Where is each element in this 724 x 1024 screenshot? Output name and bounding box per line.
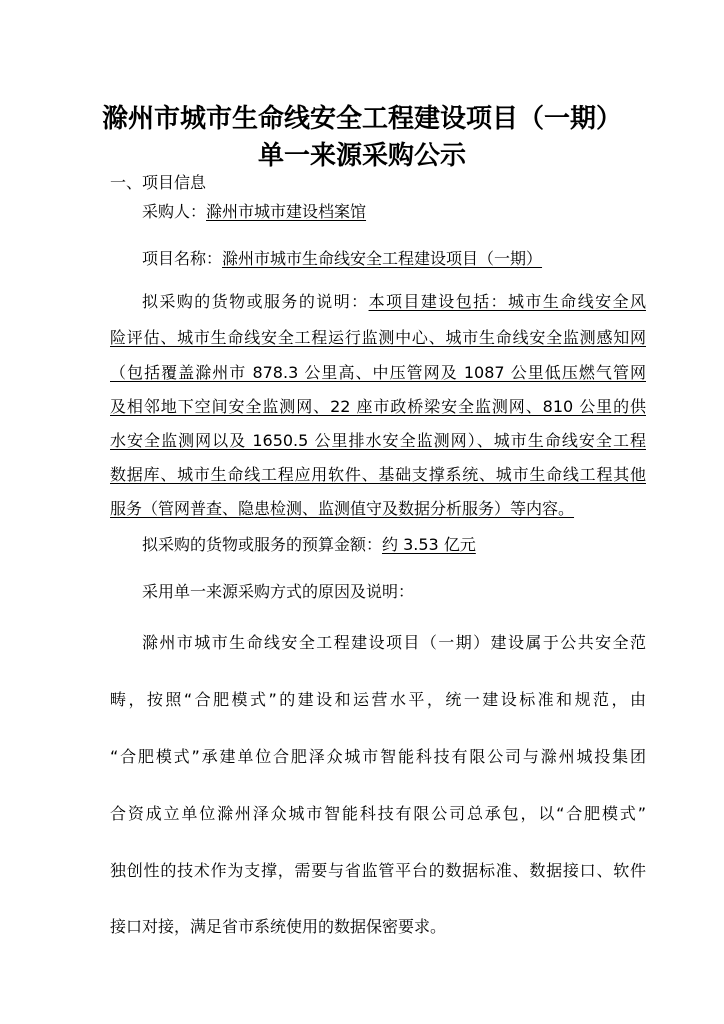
reason-line: 独创性的技术作为支撑，需要与省监管平台的数据标准、数据接口、软件 (110, 861, 646, 880)
document-title-line-1: 滁州市城市生命线安全工程建设项目（一期） (101, 104, 622, 134)
goods-desc-line: 险评估、城市生命线安全工程运行监测中心、城市生命线安全监测感知网 (110, 328, 646, 347)
purchaser-value: 滁州市城市建设档案馆 (206, 202, 367, 221)
goods-desc-text: 本项目建设包括：城市生命线安全风 (368, 292, 646, 311)
goods-desc-line: 服务（管网普查、隐患检测、监测值守及数据分析服务）等内容。 (110, 499, 575, 518)
document-title-line-2: 单一来源采购公示 (257, 141, 466, 171)
reason-line: 畴，按照“合肥模式”的建设和运营水平，统一建设标准和规范，由 (110, 690, 646, 709)
reason-line: “合肥模式”承建单位合肥泽众城市智能科技有限公司与滁州城投集团 (110, 747, 646, 766)
budget-row (142, 535, 646, 555)
reason-heading: 采用单一来源采购方式的原因及说明： (142, 582, 415, 601)
goods-desc-line (142, 292, 646, 312)
goods-desc-label: 拟采购的货物或服务的说明： (142, 292, 369, 311)
reason-line: 合资成立单位滁州泽众城市智能科技有限公司总承包，以“合肥模式” (110, 804, 646, 823)
goods-desc-line: 及相邻地下空间安全监测网、22 座市政桥梁安全监测网、810 公里的供 (110, 397, 646, 416)
project-name-value: 滁州市城市生命线安全工程建设项目（一期） (222, 249, 543, 268)
reason-line: 滁州市城市生命线安全工程建设项目（一期）建设属于公共安全范 (142, 633, 646, 652)
purchaser-label: 采购人： (142, 202, 207, 221)
project-name-row (142, 249, 646, 269)
project-name-label: 项目名称： (142, 249, 223, 268)
section-heading: 一、项目信息 (110, 173, 207, 192)
purchaser-row (142, 202, 646, 222)
budget-label: 拟采购的货物或服务的预算金额： (142, 535, 383, 554)
goods-desc-line: （包括覆盖滁州市 878.3 公里高、中压管网及 1087 公里低压燃气管网 (110, 363, 646, 382)
reason-line: 接口对接，满足省市系统使用的数据保密要求。 (110, 917, 447, 936)
goods-desc-line: 数据库、城市生命线工程应用软件、基础支撑系统、城市生命线工程其他 (110, 465, 646, 484)
budget-value: 约 3.53 亿元 (382, 535, 476, 554)
goods-desc-line: 水安全监测网以及 1650.5 公里排水安全监测网）、城市生命线安全工程 (110, 431, 646, 450)
